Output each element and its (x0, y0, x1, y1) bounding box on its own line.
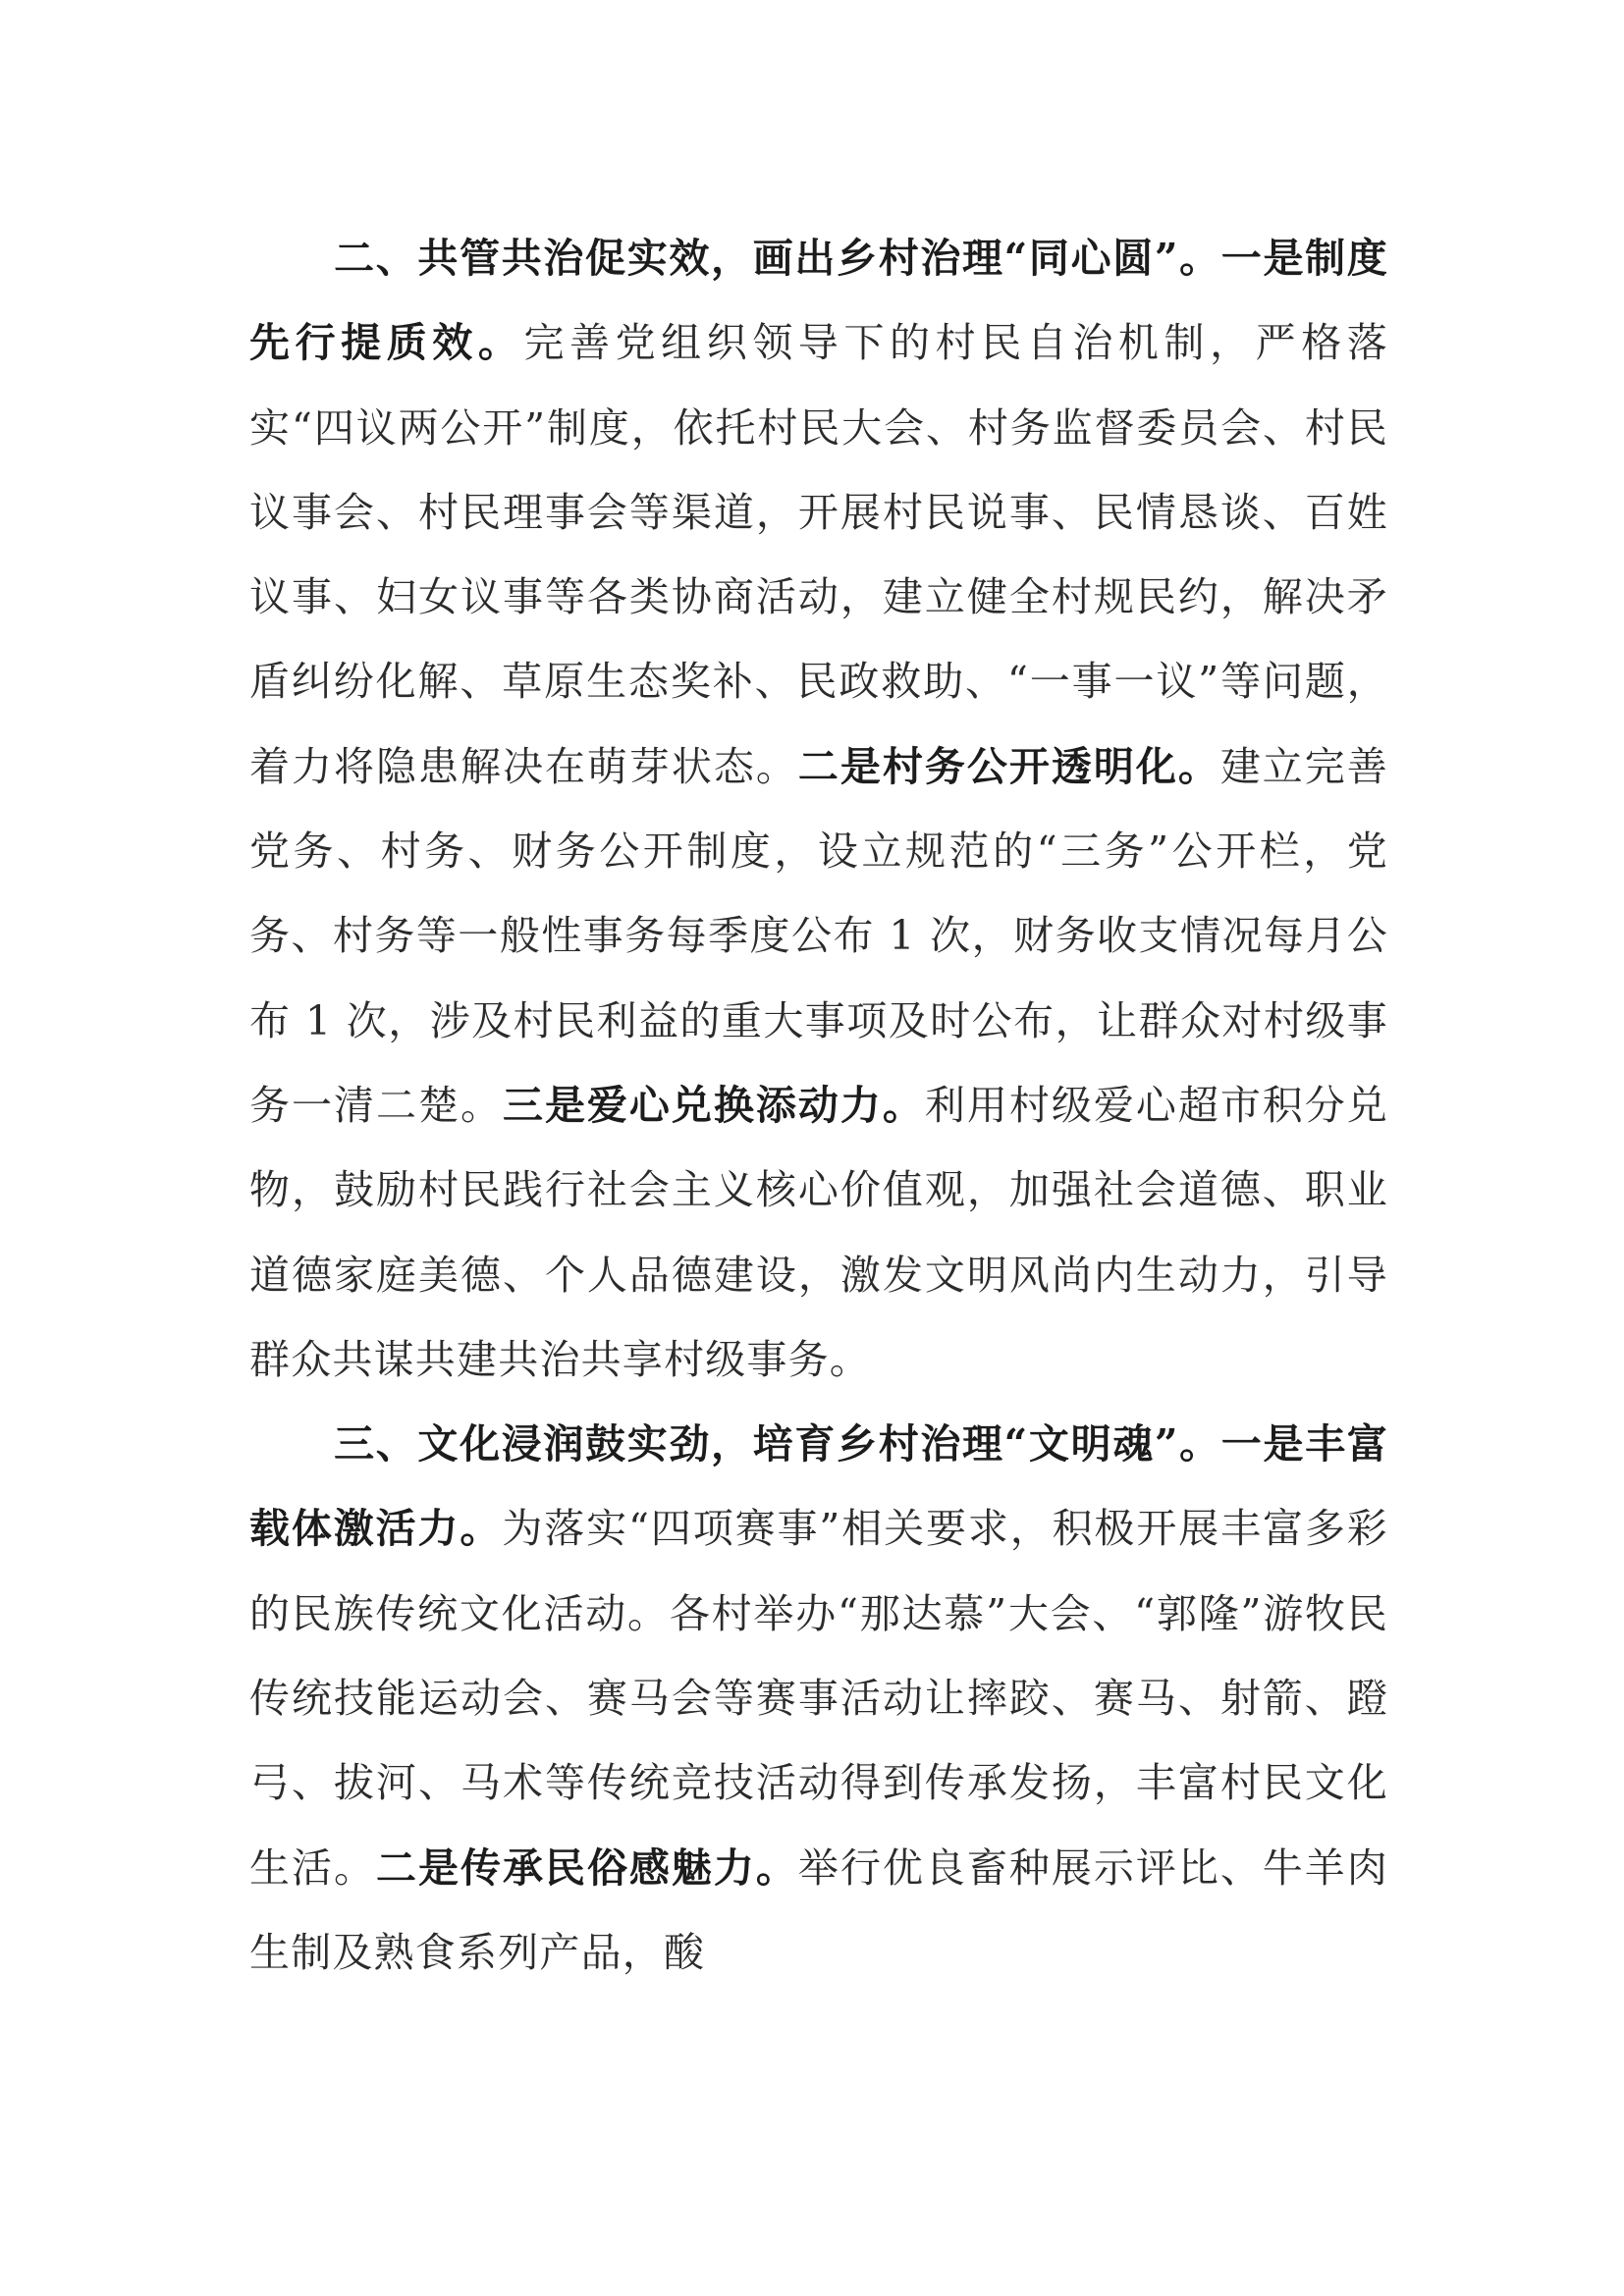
document-body (249, 216, 1388, 1995)
body-text: 为落实“四项赛事”相关要求，积极开展丰富多彩的民族传统文化活动。各村举办“那达慕”大会、“郭隆”游牧民传统技能运动会、赛马会等赛事活动让摔跤、赛马、射箭、蹬弓、拔河、马术等传统竞技活动得到传承发扬，丰富村民文化生活。 (249, 1505, 1388, 1892)
body-text: 利用村级爱心超市积分兑物，鼓励村民践行社会主义核心价值观，加强社会道德、职业道德家庭美德、个人品德建设，激发文明风尚内生动力，引导群众共谋共建共治共享村级事务。 (249, 1081, 1388, 1383)
subheading-transparency: 二是村务公开透明化。 (797, 742, 1220, 790)
body-text: 完善党组织领导下的村民自治机制，严格落实“四议两公开”制度，依托村民大会、村务监督委员会、村民议事会、村民理事会等渠道，开展村民说事、民情恳谈、百姓议事、妇女议事等各类协商活动，建立健全村规民约，解决矛盾纠纷化解、草原生态奖补、民政救助、“一事一议”等问题，着力将隐患解决在萌芽状态。 (249, 319, 1388, 790)
paragraph-governance (249, 216, 1388, 1402)
subheading-love-exchange: 三是爱心兑换添动力。 (502, 1081, 925, 1129)
paragraph-culture (249, 1402, 1388, 1995)
heading-culture: 三、文化浸润鼓实劲，培育乡村治理“文明魂”。一是丰富载体激活力。 (249, 1420, 1388, 1553)
heading-governance: 二、共管共治促实效，画出乡村治理“同心圆”。一是制度先行提质效。 (249, 235, 1388, 367)
body-text: 举行优良畜种展示评比、牛羊肉生制及熟食系列产品，酸 (249, 1843, 1388, 1976)
body-text: 建立完善党务、村务、财务公开制度，设立规范的“三务”公开栏，党务、村务等一般性事务每季度公布 1 次，财务收支情况每月公布 1 次，涉及村民利益的重大事项及时公布，让群众对村级事务一清二楚。 (249, 742, 1388, 1129)
subheading-folk-custom: 二是传承民俗感魅力。 (375, 1843, 798, 1892)
